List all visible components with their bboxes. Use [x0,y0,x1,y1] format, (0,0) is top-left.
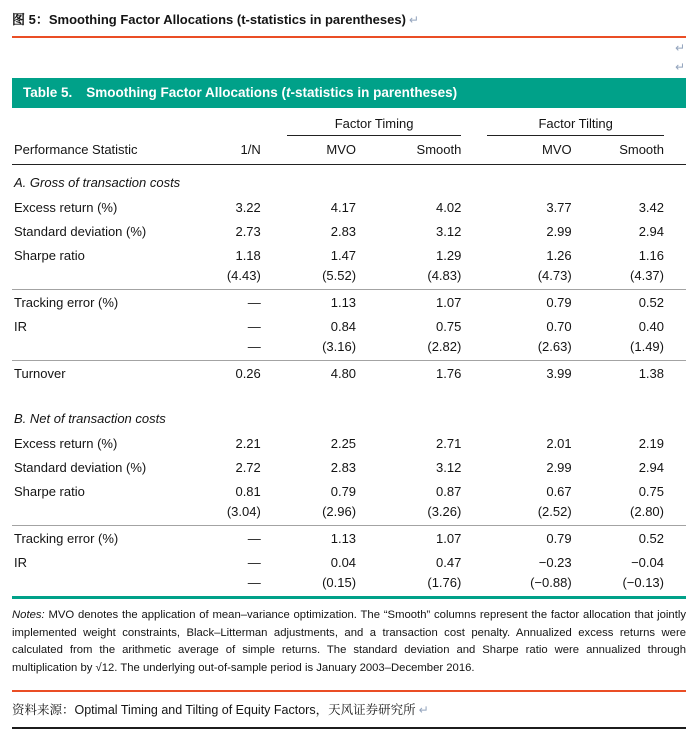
row-label: Tracking error (%) [14,530,119,546]
empty-paragraph [12,57,686,76]
table-row [12,267,686,290]
cell-value: 3.77 [546,199,572,215]
cell-value: 2.71 [436,435,462,451]
table-title-text [86,85,457,100]
cell-value: 4.17 [330,199,357,215]
cell-value: (5.52) [283,267,378,290]
cell-value: (4.83) [378,267,483,290]
cell-value: 1.07 [436,530,462,546]
paragraph-mark-icon: ↵ [674,41,685,55]
table-title-post: -statistics in parentheses) [290,85,458,100]
cell-value: 1.16 [638,247,664,263]
cell-value: — [247,575,261,590]
cell-value: 1.29 [436,247,462,263]
cell-value: 3.42 [638,199,664,215]
row-label [12,503,208,526]
empty-paragraph [12,38,686,57]
cell-value: 2.72 [235,459,261,475]
cell-value: 3.22 [235,199,261,215]
table-row [12,314,686,338]
paragraph-mark-icon: ↵ [674,60,685,74]
row-label: IR [14,318,27,334]
cell-value: 0.52 [638,530,664,546]
table-row [12,550,686,574]
table-body [12,165,686,597]
paragraph-mark-icon: ↵ [408,13,419,27]
performance-table [12,108,686,596]
section-label: B. Net of transaction costs [14,411,166,426]
table-row [12,503,686,526]
cell-value: 2.83 [330,223,357,239]
column-group-label: Factor Timing [287,116,462,136]
figure-caption-number: 图 5： [12,12,49,27]
row-label: Turnover [14,365,66,381]
notes-label: Notes: [12,609,45,621]
cell-value: 0.70 [546,318,572,334]
table-row [12,290,686,315]
row-label [12,338,208,361]
cell-value: (2.82) [378,338,483,361]
table-row [12,361,686,386]
column-group-factor-tilting [483,108,686,136]
cell-value: −0.23 [538,554,572,570]
cell-value: 4.80 [330,365,357,381]
column-group-factor-timing [283,108,484,136]
cell-value: 1.18 [235,247,261,263]
cell-value: 0.04 [330,554,357,570]
cell-value: 0.79 [546,294,572,310]
column-group-label: Factor Tilting [487,116,664,136]
cell-value: 2.94 [638,459,664,475]
cell-value: 0.84 [330,318,357,334]
cell-value: 0.40 [638,318,664,334]
table-title-bar [12,78,686,108]
cell-value: 3.99 [546,365,572,381]
source-text: 资料来源：Optimal Timing and Tilting of Equity Factors，天风证券研究所 [12,703,416,717]
cell-value: 1.07 [436,294,462,310]
cell-value: (2.80) [594,503,686,526]
table-title-label: Table 5. [23,85,73,100]
row-label: Sharpe ratio [14,483,85,499]
cell-value: (2.52) [483,503,593,526]
column-header-timing-mvo: MVO [283,136,378,165]
cell-value: 0.75 [436,318,462,334]
cell-value: (4.73) [483,267,593,290]
table-title-italic-t: t [286,85,291,100]
cell-value: (4.43) [208,267,283,290]
cell-value: 2.99 [546,459,572,475]
cell-value: 1.38 [638,365,664,381]
cell-value: — [247,318,261,334]
source-line [12,692,686,727]
table-row [12,455,686,479]
notes-body: MVO denotes the application of mean–variance optimization. The “Smooth” columns represent the factor allocation that jointly implemented weight constraints, Black–Litterman adjustments, and a transaction cost penalty. Annualized excess returns were calculated from the arithmetic average of simple returns. The standard deviation and Sharpe ratio were annualized through multiplication by √12. The underlying out-of-sample period is January 2003–December 2016. [12,609,686,674]
cell-value: 1.76 [436,365,462,381]
column-group-row [12,108,686,136]
cell-value: — [247,530,261,546]
cell-value: 3.12 [436,459,462,475]
cell-value: 2.73 [235,223,261,239]
table-row [12,338,686,361]
cell-value: 2.19 [638,435,664,451]
cell-value: 0.75 [638,483,664,499]
cell-value: 0.67 [546,483,572,499]
table-row [12,219,686,243]
table-row [12,243,686,267]
table-row [12,574,686,596]
cell-value: (2.96) [283,503,378,526]
cell-value: 0.47 [436,554,462,570]
cell-value: (−0.88) [530,575,572,590]
cell-value: (−0.13) [622,575,664,590]
cell-value: 1.26 [546,247,572,263]
column-header-tilting-mvo: MVO [483,136,593,165]
cell-value: (3.26) [378,503,483,526]
cell-value: 0.81 [235,483,261,499]
cell-value: (0.15) [322,575,357,590]
cell-value: 0.52 [638,294,664,310]
cell-value: 1.13 [330,294,357,310]
cell-value: (1.76) [427,575,462,590]
cell-value: 3.12 [436,223,462,239]
cell-value: (3.16) [283,338,378,361]
cell-value: −0.04 [631,554,664,570]
cell-value: 2.99 [546,223,572,239]
cell-value: 2.21 [235,435,261,451]
cell-value: 0.79 [330,483,357,499]
cell-value: — [247,294,261,310]
cell-value: 0.26 [235,365,261,381]
cell-value: 1.13 [330,530,357,546]
table-notes [12,607,686,677]
cell-value: — [208,338,283,361]
cell-value: 4.02 [436,199,462,215]
paragraph-mark-icon: ↵ [418,703,429,717]
cell-value: 2.94 [638,223,664,239]
cell-value: 2.01 [546,435,572,451]
row-label: Excess return (%) [14,435,118,451]
table-row [12,431,686,455]
table-title-pre: Smoothing Factor Allocations ( [86,85,287,100]
cell-value: 1.47 [330,247,357,263]
cell-value: 0.87 [436,483,462,499]
column-header-row [12,136,686,165]
column-header-timing-smooth: Smooth [378,136,483,165]
row-label: Standard deviation (%) [14,459,147,475]
cell-value: 2.83 [330,459,357,475]
column-header-tilting-smooth: Smooth [594,136,686,165]
row-label: Excess return (%) [14,199,118,215]
cell-value: (1.49) [594,338,686,361]
table-row [12,526,686,551]
cell-value: (3.04) [208,503,283,526]
row-label: Tracking error (%) [14,294,119,310]
table-row [12,479,686,503]
cell-value: — [247,554,261,570]
figure-caption [12,10,686,30]
section-label-row [12,385,686,431]
cell-value: (2.63) [483,338,593,361]
cell-value: 2.25 [330,435,357,451]
figure-caption-text: Smoothing Factor Allocations (t-statistics in parentheses) [48,12,406,27]
section-label-row [12,165,686,196]
cell-value: 0.79 [546,530,572,546]
row-label [12,267,208,290]
section-label: A. Gross of transaction costs [14,175,181,190]
row-label: Sharpe ratio [14,247,85,263]
column-group-blank [12,108,283,136]
cell-value: (4.37) [594,267,686,290]
column-header-1-n: 1/N [208,136,283,165]
table-row [12,195,686,219]
table-5-block [12,78,686,599]
row-label [12,574,208,596]
column-header-performance-statistic: Performance Statistic [12,136,208,165]
row-label: Standard deviation (%) [14,223,147,239]
row-label: IR [14,554,27,570]
